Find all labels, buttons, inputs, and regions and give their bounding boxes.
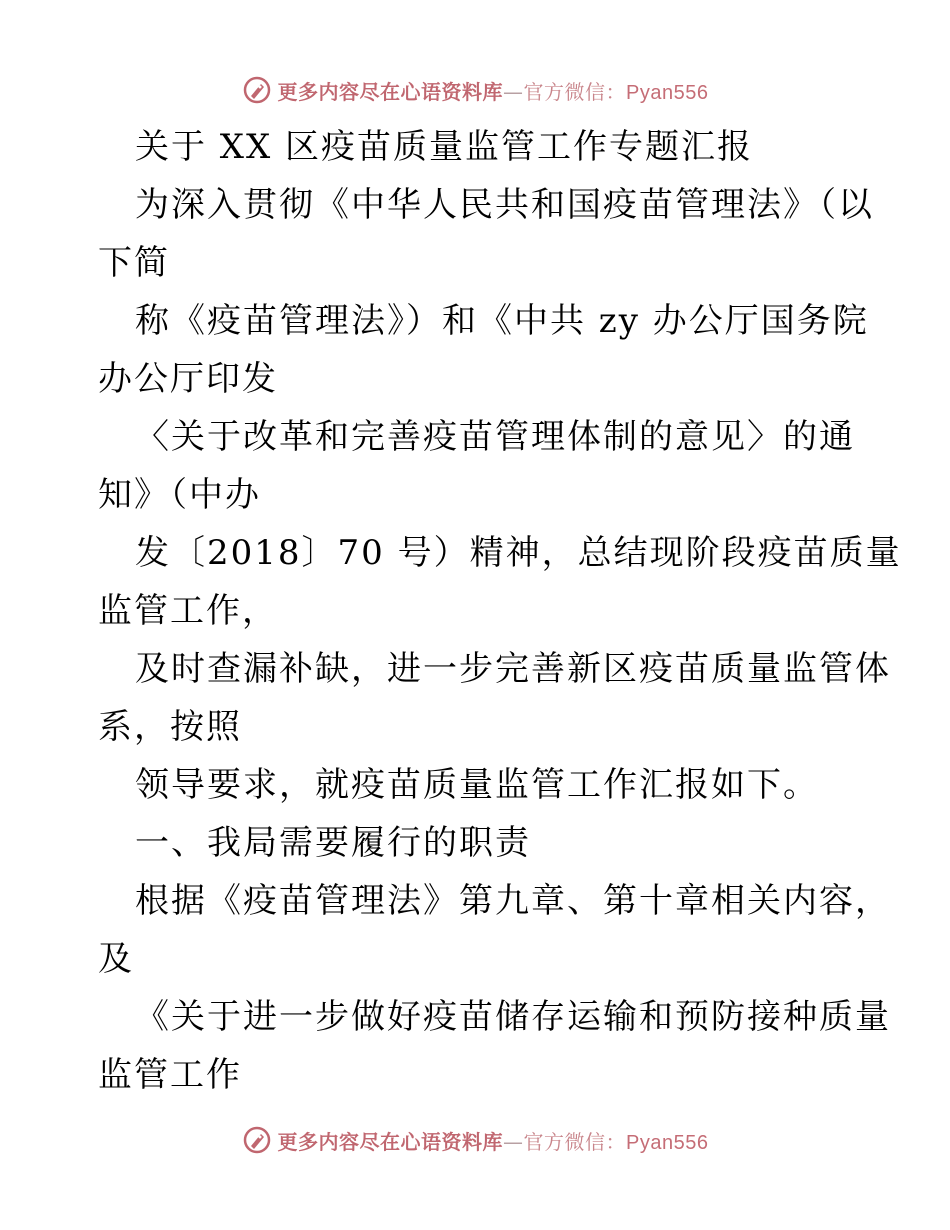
section-heading: 一、我局需要履行的职责 [135, 823, 531, 863]
watermark-text [278, 1126, 709, 1155]
document-body [98, 118, 902, 1104]
document-title: 关于 XX 区疫苗质量监管工作专题汇报 [135, 127, 754, 167]
paragraph-line: 《关于进一步做好疫苗储存运输和预防接种质量 [135, 997, 891, 1037]
paragraph-line: 为深入贯彻《中华人民共和国疫苗管理法》（以 [135, 185, 874, 225]
paragraph-line: 称《疫苗管理法》）和《中共 zy 办公厅国务院 [135, 301, 869, 341]
paragraph-line: 监管工作 [98, 1055, 242, 1095]
paragraph-line: 及时查漏补缺，进一步完善新区疫苗质量监管体 [135, 649, 891, 689]
watermark-brand: 更多内容尽在心语资料库 [277, 79, 504, 104]
watermark-account: Pyan556 [626, 1131, 709, 1154]
paragraph-line: 下简 [98, 243, 170, 283]
watermark-text [278, 76, 709, 105]
paragraph-line: 监管工作， [98, 591, 278, 631]
pen-nib-logo-icon [242, 75, 272, 105]
watermark-label: 官方微信： [523, 1129, 627, 1154]
footer-watermark [0, 1120, 950, 1160]
watermark-account: Pyan556 [626, 81, 709, 104]
pen-nib-logo-icon [242, 1125, 272, 1155]
watermark-brand: 更多内容尽在心语资料库 [277, 1129, 504, 1154]
paragraph-line: 知》（中办 [98, 475, 261, 515]
paragraph-line: 领导要求，就疫苗质量监管工作汇报如下。 [135, 765, 819, 805]
header-watermark [0, 70, 950, 110]
paragraph-line: 系，按照 [98, 707, 242, 747]
paragraph-line: 发〔2018〕70 号）精神，总结现阶段疫苗质量 [135, 533, 902, 573]
watermark-separator: — [503, 79, 524, 104]
paragraph-line: 及 [98, 939, 134, 979]
paragraph-line: 办公厅印发 [98, 359, 278, 399]
paragraph-line: 根据《疫苗管理法》第九章、第十章相关内容， [135, 881, 891, 921]
watermark-label: 官方微信： [523, 79, 627, 104]
paragraph-line: 〈关于改革和完善疫苗管理体制的意见〉的通 [135, 417, 855, 457]
watermark-separator: — [503, 1129, 524, 1154]
